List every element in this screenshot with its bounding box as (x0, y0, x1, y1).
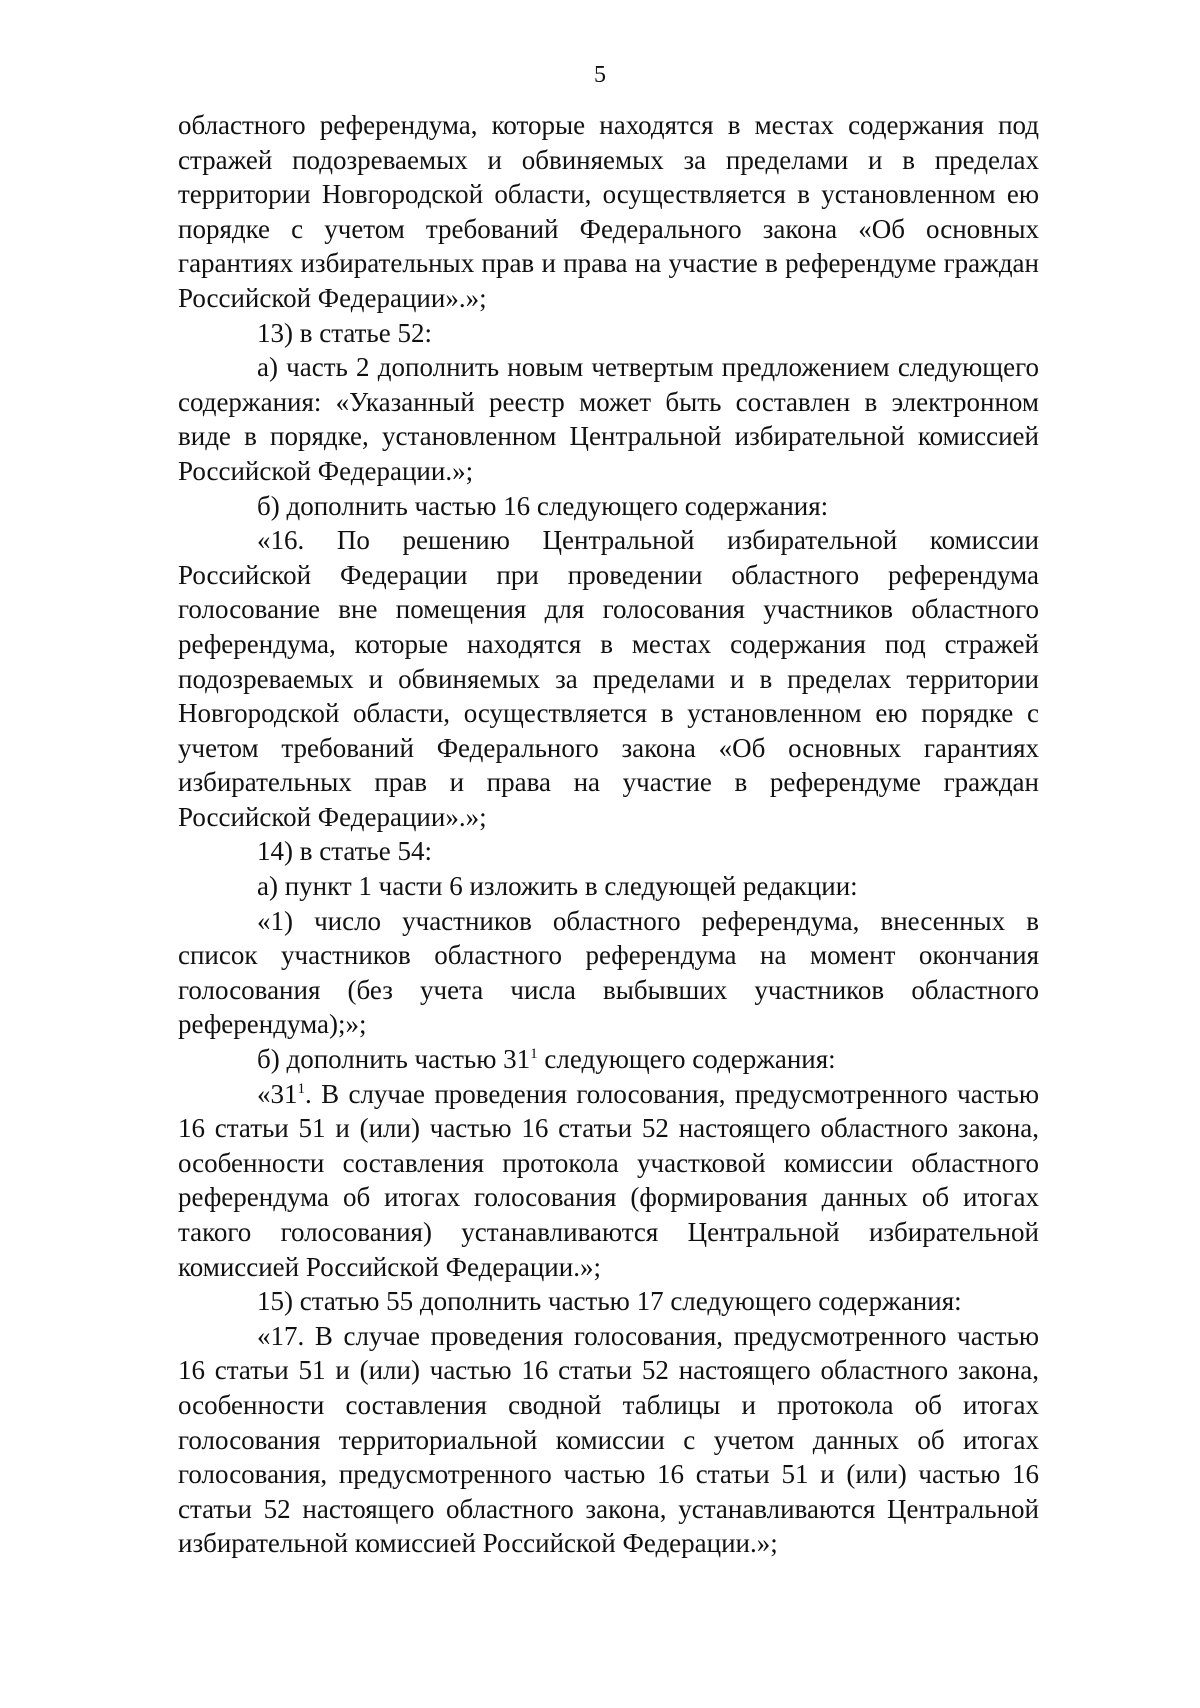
paragraph-continuation: областного референдума, которые находятся в местах содержания под стражей подозреваемых и обвиняемых за пределами и в пределах территории Новгородской области, осуществляется в установленном ею порядке с учетом требований Федерального закона «Об основных гарантиях избирательных прав и права на участие в референдуме граждан Российской Федерации».»; (178, 110, 1039, 313)
page-number: 5 (594, 62, 606, 88)
superscript: 1 (297, 1080, 305, 1097)
superscript: 1 (530, 1046, 538, 1063)
document-body (178, 108, 1039, 1561)
text-segment: . В случае проведения голосования, предусмотренного частью 16 статьи 51 и (или) частью 16 статьи 52 настоящего областного закона, особенности составления протокола участковой комиссии областного референдума об итогах голосования (формирования данных об итогах такого голосования) устанавливаются Центральной избирательной комиссией Российской Федерации.»; (178, 1078, 1039, 1282)
text-segment: б) дополнить частью 31 (257, 1044, 531, 1075)
text-segment: следующего содержания: (537, 1044, 836, 1075)
paragraph-item-14: 14) в статье 54: (257, 836, 432, 867)
paragraph-item-13a: а) часть 2 дополнить новым четвертым предложением следующего содержания: «Указанный реестр может быть составлен в электронном виде в порядке, установленном Центральной избирательной комиссией Российской Федерации.»; (178, 352, 1039, 486)
paragraph-part-16-text: «16. По решению Центральной избирательной комиссии Российской Федерации при проведении областного референдума голосование вне помещения для голосования участников областного референдума, которые находятся в местах содержания под стражей подозреваемых и обвиняемых за пределами и в пределах территории Новгородской области, осуществляется в установленном ею порядке с учетом требований Федерального закона «Об основных гарантиях избирательных прав и права на участие в референдуме граждан Российской Федерации».»; (178, 525, 1039, 832)
paragraph-part-31-1-text (178, 1077, 1039, 1285)
paragraph-item-14b (178, 1042, 1039, 1077)
paragraph-item-13b: б) дополнить частью 16 следующего содержания: (257, 490, 829, 521)
paragraph-item-15: 15) статью 55 дополнить частью 17 следующего содержания: (257, 1286, 962, 1317)
text-segment: «31 (257, 1078, 298, 1109)
paragraph-item-13: 13) в статье 52: (257, 317, 432, 348)
paragraph-item-14a: а) пункт 1 части 6 изложить в следующей редакции: (257, 871, 858, 902)
paragraph-point-1-text: «1) число участников областного референдума, внесенных в список участников областного референдума на момент окончания голосования (без учета числа выбывших участников областного референдума);»; (178, 905, 1039, 1040)
paragraph-part-17-text: «17. В случае проведения голосования, предусмотренного частью 16 статьи 51 и (или) частью 16 статьи 52 настоящего областного закона, особенности составления сводной таблицы и протокола об итогах голосования территориальной комиссии с учетом данных об итогах голосования, предусмотренного частью 16 статьи 51 и (или) частью 16 статьи 52 настоящего областного закона, устанавливаются Центральной избирательной комиссией Российской Федерации.»; (178, 1320, 1039, 1559)
